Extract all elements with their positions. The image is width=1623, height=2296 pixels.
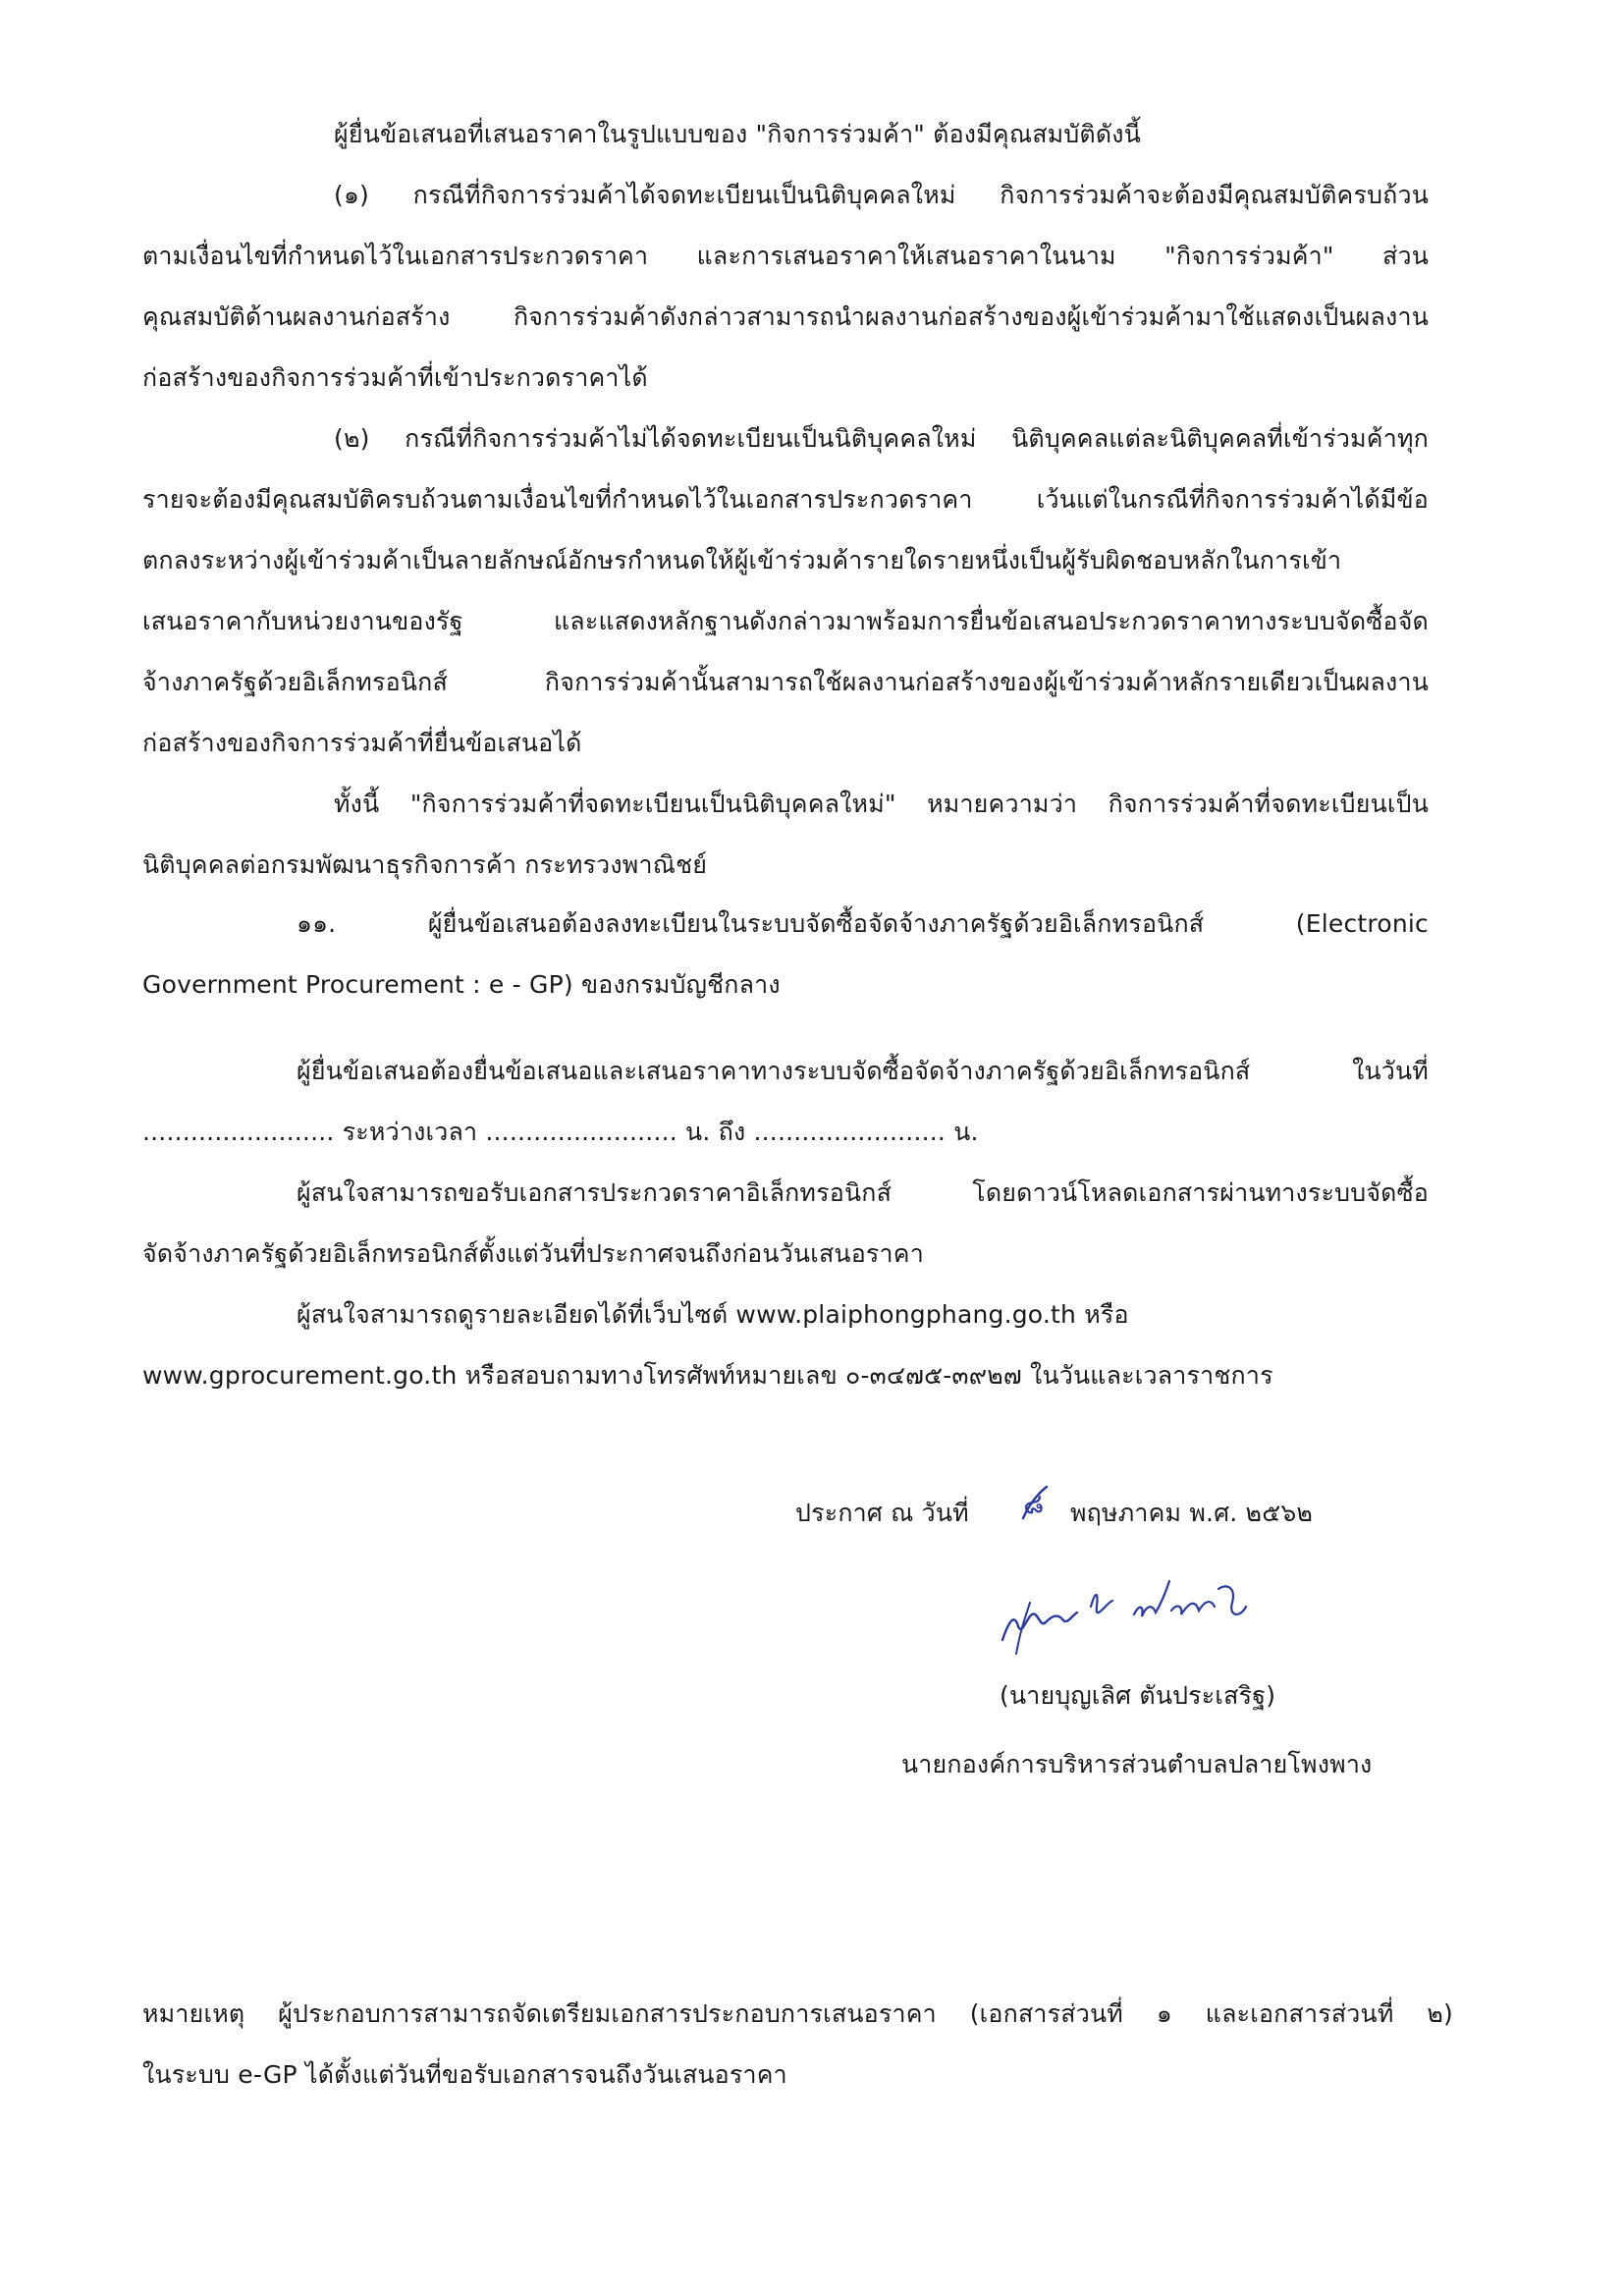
definition-line-1: ทั้งนี้ "กิจการร่วมค้าที่จดทะเบียนเป็นนิติบุคคลใหม่" หมายความว่า กิจการร่วมค้าที่จดทะเบียนเป็น: [334, 790, 1429, 818]
clause2-line-3: ตกลงระหว่างผู้เข้าร่วมค้าเป็นลายลักษณ์อักษรกำหนดให้ผู้เข้าร่วมค้ารายใดรายหนึ่งเป็นผู้รับผิดชอบหลักในการเข้า: [142, 546, 1342, 574]
contact-line-2: www.gprocurement.go.th หรือสอบถามทางโทรศัพท์หมายเลข ๐-๓๔๗๕-๓๙๒๗ ในวันและเวลาราชการ: [142, 1361, 1273, 1390]
submission-line-2: ........................ ระหว่างเวลา ........................ น. ถึง ........................ น.: [142, 1118, 979, 1146]
download-line-1: ผู้สนใจสามารถขอรับเอกสารประกวดราคาอิเล็กทรอนิกส์ โดยดาวน์โหลดเอกสารผ่านทางระบบจัดซื้อ: [297, 1178, 1429, 1207]
clause2-line-6: ก่อสร้างของกิจการร่วมค้าที่ยื่นข้อเสนอได้: [142, 729, 582, 757]
contact-line-1: ผู้สนใจสามารถดูรายละเอียดได้ที่เว็บไซต์ www.plaiphongphang.go.th หรือ: [297, 1300, 1129, 1329]
clause1-line-1: (๑) กรณีที่กิจการร่วมค้าได้จดทะเบียนเป็นนิติบุคคลใหม่ กิจการร่วมค้าจะต้องมีคุณสมบัติครบถ้วน: [334, 181, 1429, 209]
jv-intro-text: ผู้ยื่นข้อเสนอที่เสนอราคาในรูปแบบของ "กิจการร่วมค้า" ต้องมีคุณสมบัติดังนี้: [334, 120, 1141, 148]
clause2-line-2: รายจะต้องมีคุณสมบัติครบถ้วนตามเงื่อนไขที่กำหนดไว้ในเอกสารประกวดราคา เว้นแต่ในกรณีที่กิจการร่วมค้าได้มีข้อ: [142, 485, 1429, 514]
clause2-line-4: เสนอราคากับหน่วยงานของรัฐ และแสดงหลักฐานดังกล่าวมาพร้อมการยื่นข้อเสนอประกวดราคาทางระบบจัดซื้อจัด: [142, 607, 1429, 635]
day-handwriting-stroke-icon: [1009, 1483, 1064, 1538]
clause2-line-1: (๒) กรณีที่กิจการร่วมค้าไม่ได้จดทะเบียนเป็นนิติบุคคลใหม่ นิติบุคคลแต่ละนิติบุคคลที่เข้าร่วมค้าทุก: [334, 424, 1429, 453]
download-line-2: จัดจ้างภาครัฐด้วยอิเล็กทรอนิกส์ตั้งแต่วันที่ประกาศจนถึงก่อนวันเสนอราคา: [142, 1239, 924, 1268]
handwritten-signature-icon: [997, 1563, 1262, 1662]
definition-line-2: นิติบุคคลต่อกรมพัฒนาธุรกิจการค้า กระทรวงพาณิชย์: [142, 850, 708, 879]
clause1-line-2: ตามเงื่อนไขที่กำหนดไว้ในเอกสารประกวดราคา และการเสนอราคาให้เสนอราคาในนาม "กิจการร่วมค้า" ส่วน: [142, 242, 1429, 270]
announce-day-handwritten: ๘: [1020, 1488, 1047, 1522]
submission-line-1: ผู้ยื่นข้อเสนอต้องยื่นข้อเสนอและเสนอราคาทางระบบจัดซื้อจัดจ้างภาครัฐด้วยอิเล็กทรอนิกส์ ในวันที่: [297, 1057, 1429, 1085]
note-line-2: ในระบบ e-GP ได้ตั้งแต่วันที่ขอรับเอกสารจนถึงวันเสนอราคา: [142, 2060, 787, 2089]
item11-line-1: ๑๑. ผู้ยื่นข้อเสนอต้องลงทะเบียนในระบบจัดซื้อจัดจ้างภาครัฐด้วยอิเล็กทรอนิกส์ (Electronic: [297, 909, 1429, 938]
clause1-line-3: คุณสมบัติด้านผลงานก่อสร้าง กิจการร่วมค้าดังกล่าวสามารถนำผลงานก่อสร้างของผู้เข้าร่วมค้ามาใช้แสดงเป็นผลงาน: [142, 302, 1429, 331]
signer-name: (นายบุญเลิศ ตันประเสริฐ): [1000, 1681, 1276, 1710]
clause1-line-4: ก่อสร้างของกิจการร่วมค้าที่เข้าประกวดราคาได้: [142, 363, 648, 392]
note-line-1: หมายเหตุ ผู้ประกอบการสามารถจัดเตรียมเอกสารประกอบการเสนอราคา (เอกสารส่วนที่ ๑ และเอกสารส่วนที่ ๒): [142, 1999, 1453, 2028]
clause2-line-5: จ้างภาครัฐด้วยอิเล็กทรอนิกส์ กิจการร่วมค้านั้นสามารถใช้ผลงานก่อสร้างของผู้เข้าร่วมค้าหลักรายเดียวเป็นผลงาน: [142, 668, 1429, 696]
announce-month-year: พฤษภาคม พ.ศ. ๒๕๖๒: [1070, 1499, 1314, 1527]
announce-prefix: ประกาศ ณ วันที่: [795, 1499, 969, 1527]
signer-title: นายกองค์การบริหารส่วนตำบลปลายโพงพาง: [901, 1750, 1373, 1778]
item11-line-2: Government Procurement : e - GP) ของกรมบัญชีกลาง: [142, 970, 781, 999]
